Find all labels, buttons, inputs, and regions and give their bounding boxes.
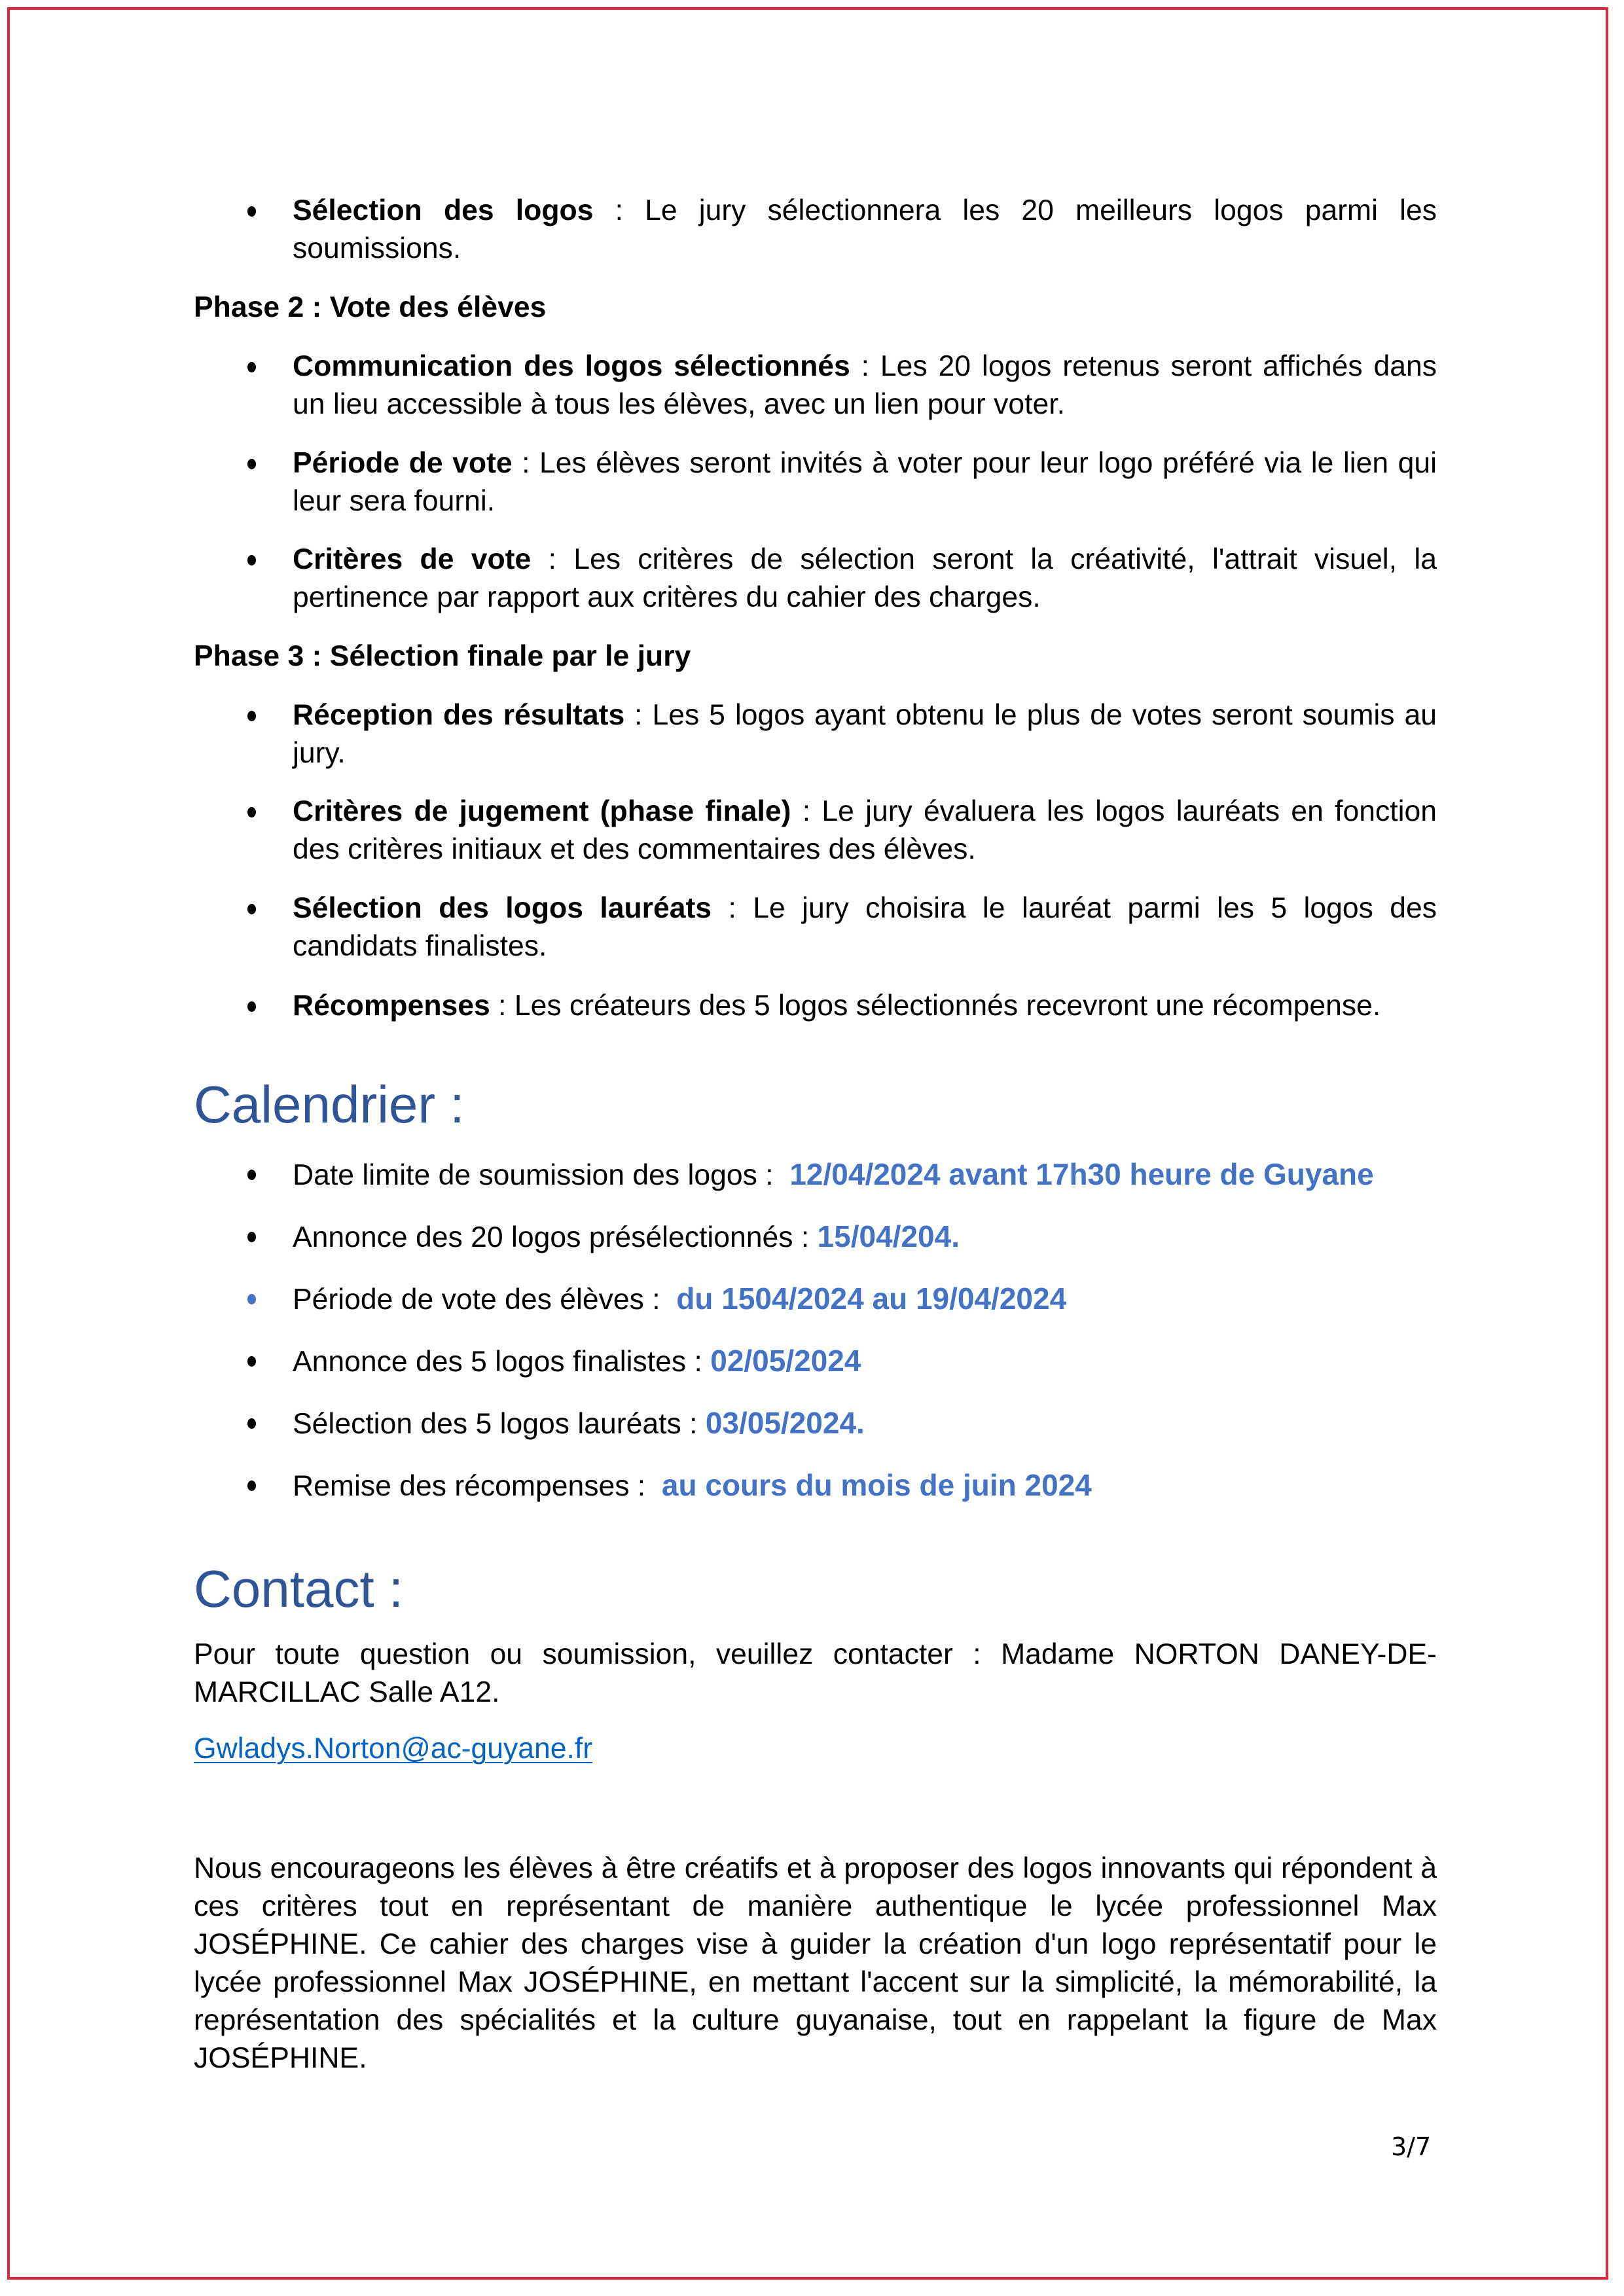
list-item-body: : Le jury choisira le lauréat parmi les 5 logos des candidats finalistes. <box>293 892 1437 962</box>
calendar-item-label: Sélection des 5 logos lauréats : <box>293 1408 706 1440</box>
list-item-label: Critères de vote <box>293 543 532 575</box>
calendar-item-text <box>293 1155 1437 1194</box>
bullet-icon <box>247 1232 256 1242</box>
list-item-text <box>293 987 1437 1025</box>
calendar-item <box>194 1466 1437 1505</box>
calendar-heading: Calendrier : <box>194 1075 465 1134</box>
bullet-icon <box>247 1294 256 1304</box>
bullet-icon <box>247 1356 256 1367</box>
list-item-text <box>293 348 1437 423</box>
calendar-item <box>194 1155 1437 1194</box>
list-item-text <box>293 192 1437 268</box>
list-item <box>194 444 1437 520</box>
list-item <box>194 696 1437 772</box>
calendar-item-label: Annonce des 20 logos présélectionnés : <box>293 1221 818 1253</box>
list-item <box>194 987 1437 1025</box>
phase-2-heading: Phase 2 : Vote des élèves <box>194 291 547 323</box>
page-number: 3/7 <box>1391 2132 1432 2161</box>
calendar-item-label: Date limite de soumission des logos : <box>293 1159 790 1191</box>
calendar-item <box>194 1280 1437 1319</box>
contact-email[interactable]: Gwladys.Norton@ac-guyane.fr <box>194 1732 593 1765</box>
list-item <box>194 348 1437 423</box>
list-item-label: Communication des logos sélectionnés <box>293 350 850 382</box>
calendar-item-text <box>293 1217 1437 1257</box>
list-item <box>194 889 1437 965</box>
list-item-body: : Les créateurs des 5 logos sélectionnés recevront une récompense. <box>490 990 1381 1022</box>
list-item-text <box>293 696 1437 772</box>
calendar-item-date: au cours du mois de juin 2024 <box>661 1468 1092 1502</box>
bullet-icon <box>247 904 256 914</box>
calendar-item-text <box>293 1280 1437 1319</box>
bullet-icon <box>247 1418 256 1429</box>
list-item-body: : Les 5 logos ayant obtenu le plus de votes seront soumis au jury. <box>293 699 1437 769</box>
bullet-icon <box>247 807 256 817</box>
list-item-label: Réception des résultats <box>293 699 625 731</box>
bullet-icon <box>247 1480 256 1491</box>
bullet-icon <box>247 555 256 565</box>
list-item-label: Période de vote <box>293 447 513 479</box>
list-item-label: Sélection des logos <box>293 194 594 226</box>
list-item-body: : Les critères de sélection seront la créativité, l'attrait visuel, la pertinence par rapport aux critères du cahier des charges. <box>293 543 1437 613</box>
list-item <box>194 793 1437 869</box>
calendar-item-date: du 1504/2024 au 19/04/2024 <box>676 1282 1067 1316</box>
calendar-item-text <box>293 1342 1437 1381</box>
list-item-body: : Les 20 logos retenus seront affichés dans un lieu accessible à tous les élèves, avec un lien pour voter. <box>293 350 1437 420</box>
calendar-item-label: Période de vote des élèves : <box>293 1283 677 1316</box>
calendar-item <box>194 1342 1437 1381</box>
list-item-label: Critères de jugement (phase finale) <box>293 795 791 827</box>
calendar-item <box>194 1217 1437 1257</box>
bullet-icon <box>247 711 256 721</box>
list-item <box>194 541 1437 617</box>
contact-email-link[interactable] <box>194 1730 592 1768</box>
list-item-text <box>293 541 1437 617</box>
calendar-item-label: Remise des récompenses : <box>293 1470 662 1502</box>
contact-text: Pour toute question ou soumission, veuillez contacter : Madame NORTON DANEY-DE-MARCILLAC Salle A12. <box>194 1638 1437 1708</box>
list-item-label: Récompenses <box>293 990 490 1022</box>
list-item-body: : Le jury évaluera les logos lauréats en fonction des critères initiaux et des commentaires des élèves. <box>293 795 1437 865</box>
bullet-icon <box>247 206 256 217</box>
calendar-item-date: 02/05/2024 <box>710 1344 861 1378</box>
contact-heading: Contact : <box>194 1560 404 1618</box>
closing-paragraph: Nous encourageons les élèves à être créatifs et à proposer des logos innovants qui répondent à ces critères tout en représentant de manière authentique le lycée professionnel Max JOSÉPHINE. Ce cahier des charges vise à guider la création d'un logo représentatif pour le lycée professionnel Max JOSÉPHINE, en mettant l'accent sur la simplicité, la mémorabilité, la représentation des spécialités et la culture guyanaise, tout en rappelant la figure de Max JOSÉPHINE. <box>194 1852 1437 2074</box>
calendar-item-label: Annonce des 5 logos finalistes : <box>293 1346 711 1378</box>
list-item-text <box>293 444 1437 520</box>
bullet-icon <box>247 1001 256 1012</box>
bullet-icon <box>247 1170 256 1180</box>
calendar-item-text <box>293 1404 1437 1443</box>
calendar-item-date: 12/04/2024 avant 17h30 heure de Guyane <box>789 1157 1374 1191</box>
list-item-label: Sélection des logos lauréats <box>293 892 712 924</box>
list-item-text <box>293 793 1437 869</box>
calendar-item-date: 03/05/2024. <box>705 1406 865 1440</box>
bullet-icon <box>247 362 256 372</box>
calendar-item-date: 15/04/204. <box>817 1219 960 1253</box>
list-item <box>194 192 1437 268</box>
phase-3-heading: Phase 3 : Sélection finale par le jury <box>194 640 691 672</box>
calendar-item <box>194 1404 1437 1443</box>
list-item-body: : Le jury sélectionnera les 20 meilleurs logos parmi les soumissions. <box>293 194 1437 264</box>
list-item-text <box>293 889 1437 965</box>
calendar-item-text <box>293 1466 1437 1505</box>
bullet-icon <box>247 459 256 469</box>
list-item-body: : Les élèves seront invités à voter pour leur logo préféré via le lien qui leur sera fourni. <box>293 447 1437 517</box>
